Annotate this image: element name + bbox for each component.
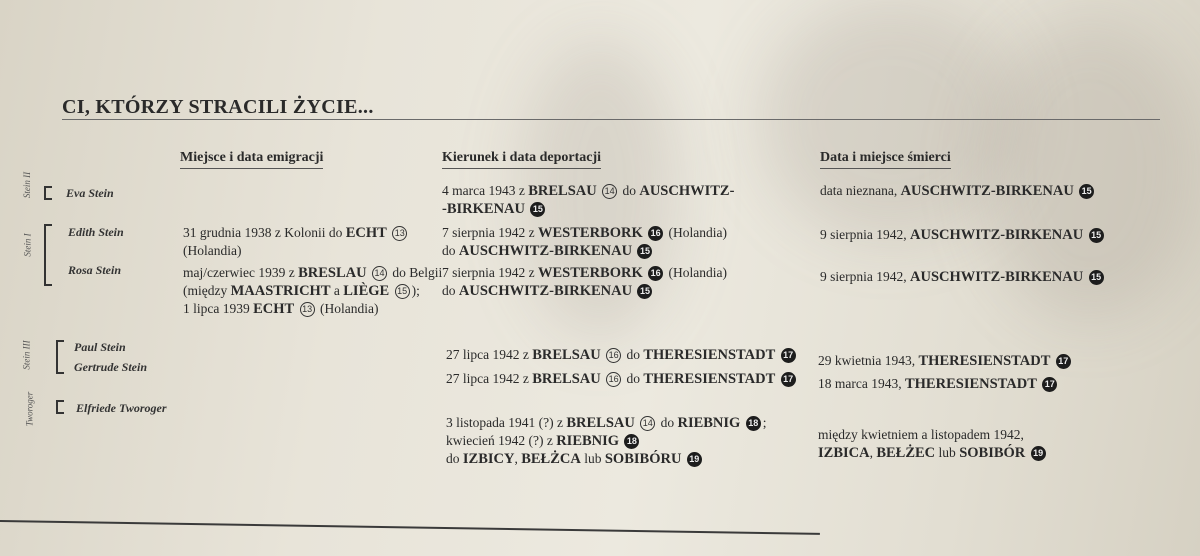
group-bracket: [56, 340, 64, 374]
column-header-emigration: Miejsce i data emigracji: [180, 150, 323, 169]
group-label-stein-3: Stein III: [21, 340, 32, 370]
marker-filled-icon: 15: [530, 202, 545, 217]
death-cell: data nieznana, AUSCHWITZ-BIRKENAU 15: [820, 182, 1096, 200]
marker-filled-icon: 16: [648, 266, 663, 281]
person-name: Edith Stein: [68, 225, 124, 239]
marker-filled-icon: 18: [624, 434, 639, 449]
person-name: Elfriede Tworoger: [76, 401, 167, 415]
title-divider: [62, 119, 1160, 120]
death-cell: 29 kwietnia 1943, THERESIENSTADT 17: [818, 352, 1073, 370]
marker-outline-icon: 14: [372, 266, 387, 281]
group-label-tworoger: Tworoger: [24, 391, 35, 427]
marker-outline-icon: 13: [392, 226, 407, 241]
person-name: Eva Stein: [66, 186, 114, 200]
deportation-cell: 7 sierpnia 1942 z WESTERBORK 16 (Holandia) do AUSCHWITZ-BIRKENAU 15: [442, 225, 727, 259]
marker-filled-icon: 17: [1042, 377, 1057, 392]
marker-outline-icon: 13: [300, 302, 315, 317]
marker-outline-icon: 14: [602, 184, 617, 199]
marker-outline-icon: 14: [640, 416, 655, 431]
page-title: CI, KTÓRZY STRACILI ŻYCIE...: [62, 96, 374, 118]
group-bracket: [44, 186, 52, 200]
group-bracket: [44, 224, 52, 286]
deportation-cell: 27 lipca 1942 z BRELSAU 16 do THERESIENSTADT 17: [446, 370, 798, 388]
death-cell: 18 marca 1943, THERESIENSTADT 17: [818, 375, 1059, 393]
marker-outline-icon: 16: [606, 372, 621, 387]
emigration-cell: 31 grudnia 1938 z Kolonii do ECHT 13 (Holandia): [183, 224, 409, 260]
marker-outline-icon: 15: [395, 284, 410, 299]
person-name: Gertrude Stein: [74, 360, 148, 374]
marker-outline-icon: 16: [606, 348, 621, 363]
deportation-cell: 27 lipca 1942 z BRELSAU 16 do THERESIENSTADT 17: [446, 346, 798, 364]
death-cell: między kwietniem a listopadem 1942, IZBICA, BEŁŻEC lub SOBIBÓR 19: [818, 426, 1048, 462]
marker-filled-icon: 16: [648, 226, 663, 241]
background-shadow: [760, 0, 1020, 240]
person-name: Rosa Stein: [68, 263, 122, 277]
emigration-cell: maj/czerwiec 1939 z BRESLAU 14 do Belgii (między MAASTRICHT a LIÈGE 15 ); 1 lipca 1939 ECHT 13 (Holandia): [183, 265, 443, 317]
group-bracket: [56, 400, 64, 414]
marker-filled-icon: 17: [781, 348, 796, 363]
marker-filled-icon: 15: [1079, 184, 1094, 199]
death-cell: 9 sierpnia 1942, AUSCHWITZ-BIRKENAU 15: [820, 268, 1106, 286]
person-name: Paul Stein: [74, 340, 126, 354]
column-header-deportation: Kierunek i data deportacji: [442, 150, 601, 169]
marker-filled-icon: 17: [781, 372, 796, 387]
deportation-cell: 7 sierpnia 1942 z WESTERBORK 16 (Holandia) do AUSCHWITZ-BIRKENAU 15: [442, 265, 727, 299]
bottom-divider: [0, 520, 820, 535]
marker-filled-icon: 15: [1089, 228, 1104, 243]
group-label-stein-1: Stein I: [22, 233, 33, 257]
marker-filled-icon: 15: [637, 284, 652, 299]
group-label-stein-2: Stein II: [22, 171, 33, 199]
deportation-cell: 4 marca 1943 z BRELSAU 14 do AUSCHWITZ- -BIRKENAU 15: [442, 183, 735, 217]
deportation-cell: 3 listopada 1941 (?) z BRELSAU 14 do RIEBNIG 18 ; kwiecień 1942 (?) z RIEBNIG 18 do IZBICY, BEŁŻCA lub SOBIBÓRU 19: [446, 415, 767, 467]
column-header-death: Data i miejsce śmierci: [820, 150, 951, 169]
marker-filled-icon: 15: [1089, 270, 1104, 285]
marker-filled-icon: 15: [637, 244, 652, 259]
death-cell: 9 sierpnia 1942, AUSCHWITZ-BIRKENAU 15: [820, 226, 1106, 244]
marker-filled-icon: 17: [1056, 354, 1071, 369]
marker-filled-icon: 18: [746, 416, 761, 431]
marker-filled-icon: 19: [687, 452, 702, 467]
marker-filled-icon: 19: [1031, 446, 1046, 461]
